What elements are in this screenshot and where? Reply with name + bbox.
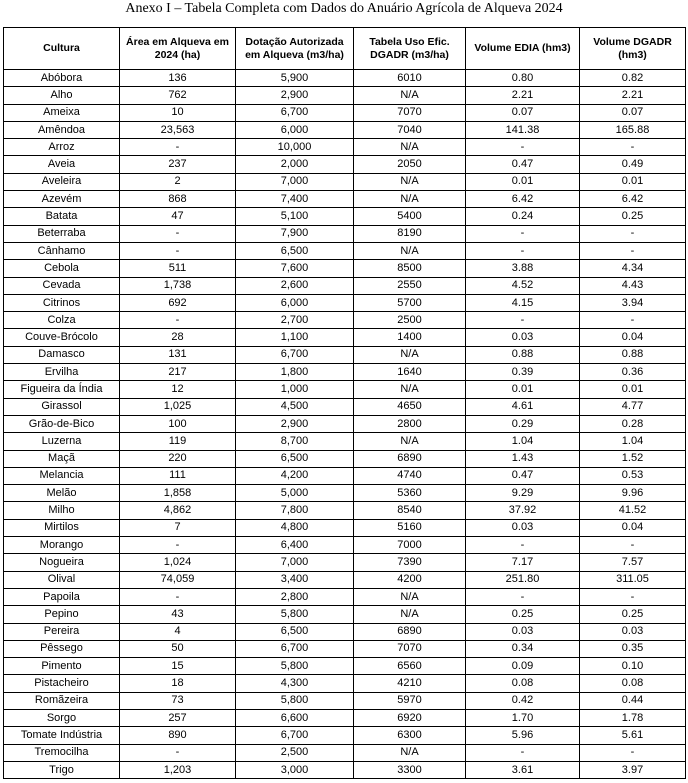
cell-area: - <box>120 537 236 554</box>
cell-tabela-uso: 7070 <box>354 104 466 121</box>
cell-volume-edia: - <box>466 242 580 259</box>
cell-volume-dgadr: 0.35 <box>580 640 686 657</box>
cell-volume-edia: 3.88 <box>466 260 580 277</box>
cell-cultura: Pimento <box>4 658 120 675</box>
cell-cultura: Ameixa <box>4 104 120 121</box>
cell-volume-edia: 0.34 <box>466 640 580 657</box>
cell-volume-edia: 4.61 <box>466 398 580 415</box>
cell-tabela-uso: 2550 <box>354 277 466 294</box>
table-row <box>4 173 686 190</box>
cell-cultura: Papoila <box>4 588 120 605</box>
cell-dotacao: 7,600 <box>236 260 354 277</box>
cell-volume-dgadr: 0.53 <box>580 467 686 484</box>
table-row <box>4 70 686 87</box>
cell-volume-edia: 3.61 <box>466 761 580 778</box>
cell-volume-edia: 0.01 <box>466 173 580 190</box>
table-row <box>4 606 686 623</box>
cell-cultura: Couve-Brócolo <box>4 329 120 346</box>
cell-volume-dgadr: 4.77 <box>580 398 686 415</box>
cell-dotacao: 4,500 <box>236 398 354 415</box>
cell-area: 74,059 <box>120 571 236 588</box>
cell-tabela-uso: 2050 <box>354 156 466 173</box>
cell-cultura: Azevém <box>4 191 120 208</box>
cell-area: 18 <box>120 675 236 692</box>
cell-area: - <box>120 225 236 242</box>
cell-area: 73 <box>120 692 236 709</box>
table-row <box>4 104 686 121</box>
cell-cultura: Tomate Indústria <box>4 727 120 744</box>
cell-tabela-uso: 5160 <box>354 519 466 536</box>
table-row <box>4 537 686 554</box>
cell-volume-dgadr: - <box>580 242 686 259</box>
cell-tabela-uso: 5970 <box>354 692 466 709</box>
cell-area: 7 <box>120 519 236 536</box>
table-row <box>4 467 686 484</box>
table-row <box>4 761 686 778</box>
header-volume-dgadr: Volume DGADR (hm3) <box>580 28 686 70</box>
table-row <box>4 156 686 173</box>
cell-tabela-uso: 5400 <box>354 208 466 225</box>
cell-dotacao: 5,800 <box>236 606 354 623</box>
cell-cultura: Morango <box>4 537 120 554</box>
cell-volume-edia: - <box>466 588 580 605</box>
cell-cultura: Batata <box>4 208 120 225</box>
cell-cultura: Melão <box>4 485 120 502</box>
cell-volume-edia: 1.43 <box>466 450 580 467</box>
cell-tabela-uso: N/A <box>354 173 466 190</box>
cell-volume-dgadr: 0.01 <box>580 381 686 398</box>
cell-volume-dgadr: 3.97 <box>580 761 686 778</box>
table-row <box>4 398 686 415</box>
cell-volume-edia: 0.29 <box>466 415 580 432</box>
cell-tabela-uso: 7040 <box>354 121 466 138</box>
cell-tabela-uso: 7000 <box>354 537 466 554</box>
cell-area: 237 <box>120 156 236 173</box>
table-row <box>4 121 686 138</box>
cell-cultura: Aveleira <box>4 173 120 190</box>
cell-volume-dgadr: 41.52 <box>580 502 686 519</box>
cell-tabela-uso: 7070 <box>354 640 466 657</box>
cell-volume-edia: 0.25 <box>466 606 580 623</box>
cell-dotacao: 6,000 <box>236 121 354 138</box>
table-row <box>4 623 686 640</box>
cell-area: 868 <box>120 191 236 208</box>
table-row <box>4 485 686 502</box>
cell-cultura: Cebola <box>4 260 120 277</box>
cell-volume-dgadr: - <box>580 225 686 242</box>
cell-dotacao: 2,900 <box>236 87 354 104</box>
cell-tabela-uso: 1400 <box>354 329 466 346</box>
cell-dotacao: 1,000 <box>236 381 354 398</box>
cell-dotacao: 7,800 <box>236 502 354 519</box>
cell-area: 43 <box>120 606 236 623</box>
cell-volume-dgadr: 0.49 <box>580 156 686 173</box>
cell-area: 111 <box>120 467 236 484</box>
cell-cultura: Girassol <box>4 398 120 415</box>
table-row <box>4 329 686 346</box>
table-row <box>4 588 686 605</box>
cell-volume-edia: 4.52 <box>466 277 580 294</box>
cell-volume-dgadr: 3.94 <box>580 294 686 311</box>
cell-dotacao: 6,000 <box>236 294 354 311</box>
cell-cultura: Romãzeira <box>4 692 120 709</box>
cell-area: - <box>120 312 236 329</box>
cell-tabela-uso: 7390 <box>354 554 466 571</box>
cell-volume-edia: 37.92 <box>466 502 580 519</box>
table-body <box>4 70 686 779</box>
cell-volume-dgadr: 0.10 <box>580 658 686 675</box>
cell-cultura: Tremocilha <box>4 744 120 761</box>
cell-volume-dgadr: 1.04 <box>580 433 686 450</box>
cell-dotacao: 7,900 <box>236 225 354 242</box>
table-row <box>4 346 686 363</box>
cell-cultura: Beterraba <box>4 225 120 242</box>
table-row <box>4 225 686 242</box>
cell-volume-edia: 141.38 <box>466 121 580 138</box>
cell-dotacao: 2,600 <box>236 277 354 294</box>
cell-volume-edia: 2.21 <box>466 87 580 104</box>
cell-cultura: Maçã <box>4 450 120 467</box>
cell-area: - <box>120 242 236 259</box>
cell-volume-edia: 0.42 <box>466 692 580 709</box>
table-row <box>4 364 686 381</box>
cell-cultura: Abóbora <box>4 70 120 87</box>
table-row <box>4 139 686 156</box>
cell-tabela-uso: 4740 <box>354 467 466 484</box>
cell-volume-edia: 6.42 <box>466 191 580 208</box>
cell-tabela-uso: N/A <box>354 191 466 208</box>
cell-tabela-uso: 8190 <box>354 225 466 242</box>
cell-dotacao: 6,600 <box>236 709 354 726</box>
cell-volume-edia: - <box>466 312 580 329</box>
table-row <box>4 208 686 225</box>
table-row <box>4 450 686 467</box>
cell-dotacao: 7,000 <box>236 173 354 190</box>
cell-cultura: Milho <box>4 502 120 519</box>
cell-area: 220 <box>120 450 236 467</box>
cell-cultura: Amêndoa <box>4 121 120 138</box>
cell-volume-edia: 4.15 <box>466 294 580 311</box>
cell-volume-edia: 0.24 <box>466 208 580 225</box>
cell-tabela-uso: N/A <box>354 381 466 398</box>
cell-volume-dgadr: 165.88 <box>580 121 686 138</box>
table-row <box>4 554 686 571</box>
cell-dotacao: 6,500 <box>236 450 354 467</box>
cell-area: 2 <box>120 173 236 190</box>
cell-area: 100 <box>120 415 236 432</box>
cell-dotacao: 10,000 <box>236 139 354 156</box>
cell-volume-dgadr: 0.04 <box>580 519 686 536</box>
cell-tabela-uso: 1640 <box>354 364 466 381</box>
cell-volume-dgadr: 0.82 <box>580 70 686 87</box>
cell-tabela-uso: N/A <box>354 606 466 623</box>
cell-tabela-uso: 6300 <box>354 727 466 744</box>
cell-volume-edia: 0.09 <box>466 658 580 675</box>
cell-volume-dgadr: - <box>580 312 686 329</box>
cell-area: 511 <box>120 260 236 277</box>
cell-volume-edia: 7.17 <box>466 554 580 571</box>
cell-area: 136 <box>120 70 236 87</box>
cell-dotacao: 4,800 <box>236 519 354 536</box>
header-cultura: Cultura <box>4 28 120 70</box>
table-row <box>4 294 686 311</box>
cell-volume-dgadr: - <box>580 744 686 761</box>
cell-volume-edia: 0.07 <box>466 104 580 121</box>
cell-volume-edia: 0.88 <box>466 346 580 363</box>
cell-cultura: Aveia <box>4 156 120 173</box>
cell-cultura: Damasco <box>4 346 120 363</box>
page-title: Anexo I – Tabela Completa com Dados do Anuário Agrícola de Alqueva 2024 <box>125 1 563 16</box>
cell-cultura: Pereira <box>4 623 120 640</box>
table-row <box>4 744 686 761</box>
cell-cultura: Cânhamo <box>4 242 120 259</box>
header-dotacao: Dotação Autorizada em Alqueva (m3/ha) <box>236 28 354 70</box>
table-row <box>4 675 686 692</box>
table-row <box>4 260 686 277</box>
table-row <box>4 312 686 329</box>
cell-dotacao: 4,300 <box>236 675 354 692</box>
cell-area: 1,203 <box>120 761 236 778</box>
cell-tabela-uso: 8500 <box>354 260 466 277</box>
cell-volume-edia: 251.80 <box>466 571 580 588</box>
cell-tabela-uso: 6010 <box>354 70 466 87</box>
cell-dotacao: 5,900 <box>236 70 354 87</box>
cell-volume-edia: 0.47 <box>466 467 580 484</box>
cell-tabela-uso: 4650 <box>354 398 466 415</box>
cell-volume-dgadr: 0.08 <box>580 675 686 692</box>
cell-volume-dgadr: 4.43 <box>580 277 686 294</box>
cell-cultura: Luzerna <box>4 433 120 450</box>
table-row <box>4 277 686 294</box>
cell-area: 12 <box>120 381 236 398</box>
cell-area: 50 <box>120 640 236 657</box>
cell-volume-edia: 0.80 <box>466 70 580 87</box>
cell-tabela-uso: 2800 <box>354 415 466 432</box>
cell-dotacao: 6,700 <box>236 104 354 121</box>
cell-area: - <box>120 139 236 156</box>
cell-volume-edia: 0.03 <box>466 519 580 536</box>
table-row <box>4 658 686 675</box>
cell-volume-dgadr: - <box>580 139 686 156</box>
table-row <box>4 191 686 208</box>
cell-volume-dgadr: 0.88 <box>580 346 686 363</box>
cell-cultura: Nogueira <box>4 554 120 571</box>
cell-dotacao: 7,000 <box>236 554 354 571</box>
cell-volume-edia: 0.08 <box>466 675 580 692</box>
cell-area: 257 <box>120 709 236 726</box>
cell-tabela-uso: 6890 <box>354 450 466 467</box>
cell-dotacao: 6,700 <box>236 640 354 657</box>
cell-area: 217 <box>120 364 236 381</box>
cell-volume-dgadr: 0.25 <box>580 606 686 623</box>
cell-volume-dgadr: 0.03 <box>580 623 686 640</box>
cell-volume-edia: - <box>466 139 580 156</box>
cell-dotacao: 5,800 <box>236 692 354 709</box>
cell-dotacao: 3,000 <box>236 761 354 778</box>
cell-dotacao: 1,800 <box>236 364 354 381</box>
cell-cultura: Colza <box>4 312 120 329</box>
table-row <box>4 502 686 519</box>
cell-area: 28 <box>120 329 236 346</box>
cell-dotacao: 4,200 <box>236 467 354 484</box>
cell-tabela-uso: N/A <box>354 139 466 156</box>
cell-tabela-uso: 4210 <box>354 675 466 692</box>
header-tabela-uso: Tabela Uso Efic. DGADR (m3/ha) <box>354 28 466 70</box>
cell-cultura: Melancia <box>4 467 120 484</box>
cell-cultura: Ervilha <box>4 364 120 381</box>
cell-tabela-uso: 4200 <box>354 571 466 588</box>
cell-dotacao: 2,500 <box>236 744 354 761</box>
cell-area: 1,858 <box>120 485 236 502</box>
table-row <box>4 415 686 432</box>
cell-dotacao: 6,500 <box>236 242 354 259</box>
cell-volume-dgadr: - <box>580 588 686 605</box>
table-header-row <box>4 28 686 70</box>
cell-volume-dgadr: 5.61 <box>580 727 686 744</box>
cell-dotacao: 2,800 <box>236 588 354 605</box>
table-row <box>4 709 686 726</box>
cell-area: 1,024 <box>120 554 236 571</box>
cell-volume-dgadr: 2.21 <box>580 87 686 104</box>
cell-dotacao: 6,400 <box>236 537 354 554</box>
cell-dotacao: 6,700 <box>236 727 354 744</box>
cell-volume-edia: 1.04 <box>466 433 580 450</box>
cell-volume-edia: 9.29 <box>466 485 580 502</box>
cell-volume-edia: - <box>466 537 580 554</box>
cell-tabela-uso: N/A <box>354 433 466 450</box>
cell-dotacao: 3,400 <box>236 571 354 588</box>
cell-tabela-uso: N/A <box>354 87 466 104</box>
table-row <box>4 727 686 744</box>
table-row <box>4 87 686 104</box>
table-row <box>4 571 686 588</box>
cell-area: 4 <box>120 623 236 640</box>
cell-cultura: Figueira da Índia <box>4 381 120 398</box>
cell-volume-dgadr: 4.34 <box>580 260 686 277</box>
cell-area: 131 <box>120 346 236 363</box>
cell-dotacao: 2,900 <box>236 415 354 432</box>
cell-dotacao: 5,100 <box>236 208 354 225</box>
cell-tabela-uso: 6560 <box>354 658 466 675</box>
cell-cultura: Pepino <box>4 606 120 623</box>
table-row <box>4 692 686 709</box>
cell-dotacao: 5,000 <box>236 485 354 502</box>
cell-cultura: Pistacheiro <box>4 675 120 692</box>
cell-cultura: Alho <box>4 87 120 104</box>
cell-volume-dgadr: - <box>580 537 686 554</box>
cell-dotacao: 6,700 <box>236 346 354 363</box>
cell-volume-edia: 0.47 <box>466 156 580 173</box>
cell-volume-dgadr: 311.05 <box>580 571 686 588</box>
crop-data-table <box>3 27 686 779</box>
cell-area: 23,563 <box>120 121 236 138</box>
cell-tabela-uso: 8540 <box>354 502 466 519</box>
cell-tabela-uso: N/A <box>354 588 466 605</box>
cell-cultura: Citrinos <box>4 294 120 311</box>
cell-cultura: Cevada <box>4 277 120 294</box>
cell-volume-edia: 0.01 <box>466 381 580 398</box>
cell-dotacao: 2,000 <box>236 156 354 173</box>
cell-volume-edia: 0.39 <box>466 364 580 381</box>
cell-area: 762 <box>120 87 236 104</box>
cell-cultura: Arroz <box>4 139 120 156</box>
cell-cultura: Sorgo <box>4 709 120 726</box>
cell-area: 692 <box>120 294 236 311</box>
cell-tabela-uso: N/A <box>354 744 466 761</box>
cell-cultura: Grão-de-Bico <box>4 415 120 432</box>
cell-volume-edia: - <box>466 225 580 242</box>
cell-dotacao: 1,100 <box>236 329 354 346</box>
cell-volume-dgadr: 0.44 <box>580 692 686 709</box>
cell-volume-dgadr: 0.04 <box>580 329 686 346</box>
cell-area: - <box>120 744 236 761</box>
cell-tabela-uso: 6890 <box>354 623 466 640</box>
cell-tabela-uso: 5700 <box>354 294 466 311</box>
cell-volume-dgadr: 1.78 <box>580 709 686 726</box>
cell-dotacao: 6,500 <box>236 623 354 640</box>
cell-area: 1,738 <box>120 277 236 294</box>
cell-volume-dgadr: 1.52 <box>580 450 686 467</box>
cell-tabela-uso: 3300 <box>354 761 466 778</box>
cell-tabela-uso: 2500 <box>354 312 466 329</box>
table-row <box>4 433 686 450</box>
cell-cultura: Mirtilos <box>4 519 120 536</box>
header-area: Área em Alqueva em 2024 (ha) <box>120 28 236 70</box>
cell-area: 47 <box>120 208 236 225</box>
cell-volume-dgadr: 6.42 <box>580 191 686 208</box>
cell-volume-edia: 0.03 <box>466 623 580 640</box>
table-row <box>4 519 686 536</box>
cell-area: 4,862 <box>120 502 236 519</box>
cell-area: 890 <box>120 727 236 744</box>
cell-volume-dgadr: 0.25 <box>580 208 686 225</box>
cell-volume-dgadr: 0.07 <box>580 104 686 121</box>
cell-tabela-uso: 6920 <box>354 709 466 726</box>
cell-cultura: Olival <box>4 571 120 588</box>
cell-volume-edia: 0.03 <box>466 329 580 346</box>
cell-area: 10 <box>120 104 236 121</box>
cell-dotacao: 8,700 <box>236 433 354 450</box>
header-volume-edia: Volume EDIA (hm3) <box>466 28 580 70</box>
cell-volume-edia: 1.70 <box>466 709 580 726</box>
cell-tabela-uso: 5360 <box>354 485 466 502</box>
cell-dotacao: 7,400 <box>236 191 354 208</box>
cell-tabela-uso: N/A <box>354 242 466 259</box>
table-row <box>4 381 686 398</box>
cell-volume-dgadr: 7.57 <box>580 554 686 571</box>
cell-volume-dgadr: 9.96 <box>580 485 686 502</box>
cell-area: 1,025 <box>120 398 236 415</box>
cell-area: 119 <box>120 433 236 450</box>
cell-cultura: Trigo <box>4 761 120 778</box>
table-row <box>4 242 686 259</box>
cell-cultura: Pêssego <box>4 640 120 657</box>
cell-dotacao: 5,800 <box>236 658 354 675</box>
cell-volume-edia: - <box>466 744 580 761</box>
cell-tabela-uso: N/A <box>354 346 466 363</box>
cell-volume-edia: 5.96 <box>466 727 580 744</box>
cell-volume-dgadr: 0.01 <box>580 173 686 190</box>
table-row <box>4 640 686 657</box>
cell-volume-dgadr: 0.28 <box>580 415 686 432</box>
cell-volume-dgadr: 0.36 <box>580 364 686 381</box>
cell-area: 15 <box>120 658 236 675</box>
cell-area: - <box>120 588 236 605</box>
cell-dotacao: 2,700 <box>236 312 354 329</box>
